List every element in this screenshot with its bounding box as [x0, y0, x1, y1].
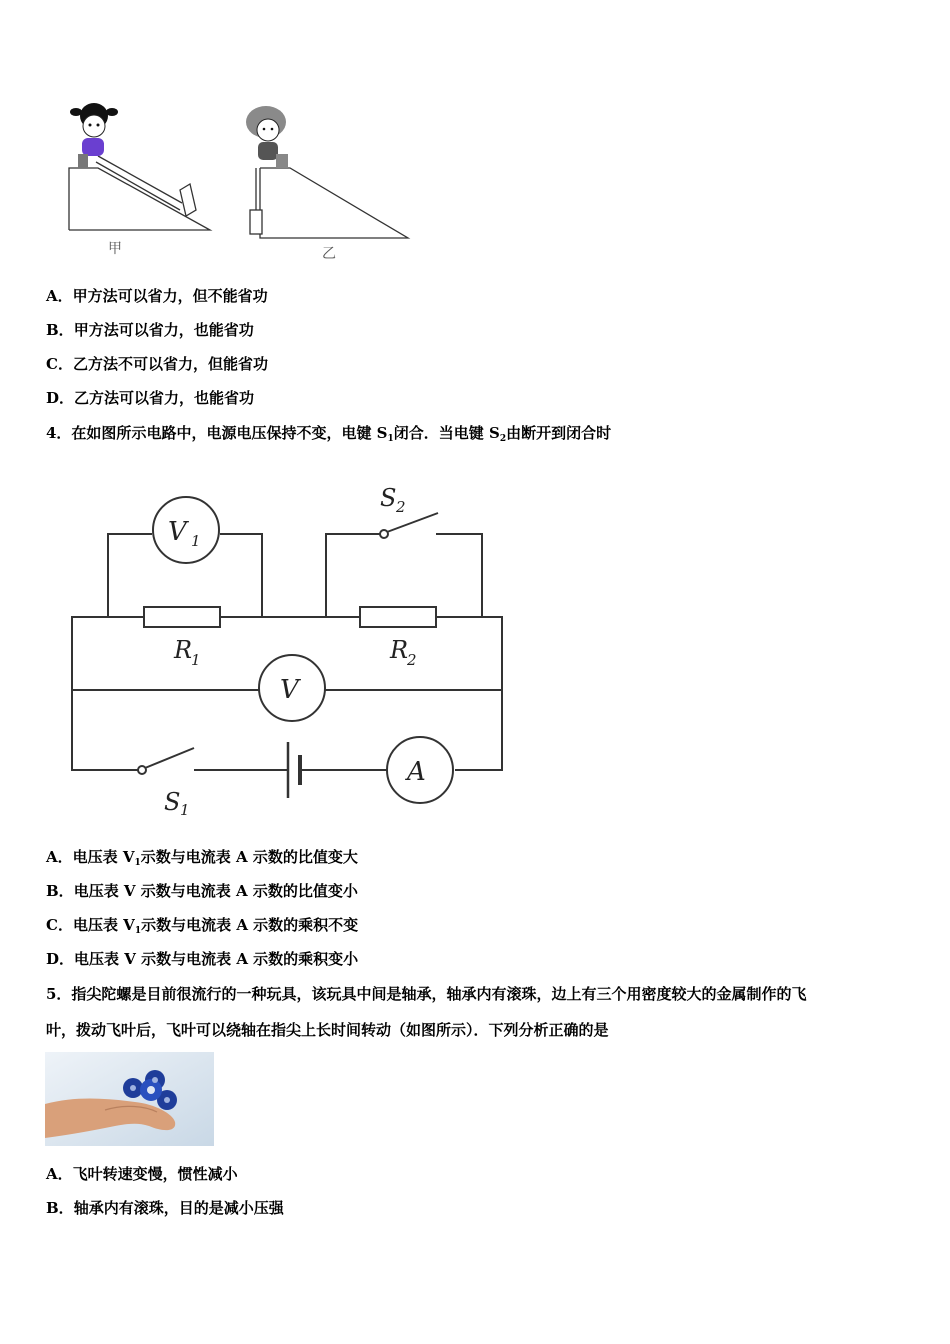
q3-option-d: [46, 388, 254, 408]
option-text: 乙方法可以省力，也能省功: [74, 389, 255, 407]
label-r2-sub: 2: [407, 651, 417, 669]
option-text: 电压表 V: [72, 848, 135, 866]
q5-stem-line1: 5．指尖陀螺是目前很流行的一种玩具，该玩具中间是轴承，轴承内有滚珠，边上有三个用密度较大的金属制作的飞: [46, 985, 807, 1003]
girl-figure: [70, 103, 118, 168]
option-letter: B．: [46, 321, 74, 339]
boy-figure: [246, 106, 288, 168]
option-letter: A．: [46, 848, 73, 866]
q4-stem-part1: 4．在如图所示电路中，电源电压保持不变，电键 S: [46, 424, 388, 442]
option-sub: 1: [134, 858, 141, 868]
wire-right2: [436, 617, 502, 770]
option-text-post: 示数与电流表 A 示数的比值变大: [140, 848, 358, 866]
wire-v1-right: [220, 534, 262, 617]
fidget-spinner-photo: [45, 1052, 214, 1146]
option-text: 电压表 V 示数与电流表 A 示数的比值变小: [73, 882, 358, 900]
circuit-diagram: [60, 470, 520, 820]
label-jia: 甲: [108, 241, 122, 257]
resistor-r1: [144, 607, 220, 627]
wire-s2-left: [326, 534, 380, 617]
label-v1: V: [168, 517, 187, 547]
wire-outer: [72, 617, 144, 770]
switch-s1-blade: [145, 748, 194, 768]
option-text: 电压表 V: [72, 916, 135, 934]
q4-option-d: [46, 949, 358, 969]
label-a: A: [407, 757, 426, 787]
option-text: 甲方法可以省力，也能省功: [73, 321, 254, 339]
option-sub: 1: [134, 926, 142, 936]
label-s2: S: [380, 484, 397, 512]
option-letter: D．: [46, 950, 75, 968]
option-text-post: 示数与电流表 A 示数的乘积不变: [141, 916, 359, 934]
q4-stem-s1-sub: 1: [387, 434, 394, 444]
q4-stem-part3: 由断开到闭合时: [506, 424, 612, 442]
option-letter: C．: [46, 355, 73, 373]
label-s2-sub: 2: [396, 498, 406, 516]
q4-stem: [46, 423, 611, 449]
resistor-r2: [360, 607, 436, 627]
incline-yi: [250, 168, 408, 238]
q4-stem-part2: 闭合．当电键 S: [393, 424, 500, 442]
q4-option-b: [46, 881, 358, 901]
option-text: 飞叶转速变慢，惯性减小: [72, 1165, 238, 1183]
option-text: 甲方法可以省力，但不能省功: [72, 287, 268, 305]
q4-stem-s2-sub: 2: [499, 434, 507, 444]
label-r1-sub: 1: [191, 651, 201, 669]
option-text: 电压表 V 示数与电流表 A 示数的乘积变小: [74, 950, 359, 968]
q4-option-a: [46, 847, 358, 873]
option-letter: D．: [46, 389, 75, 407]
label-s1-sub: 1: [180, 801, 190, 819]
wire-s2-right: [436, 534, 482, 617]
label-s1: S: [164, 788, 181, 816]
label-r2: R: [390, 636, 409, 664]
incline-figure: [60, 98, 420, 266]
label-yi: 乙: [322, 246, 336, 262]
label-v: V: [280, 675, 299, 705]
q3-option-b: [46, 320, 254, 340]
incline-jia: [69, 156, 210, 230]
option-text: 乙方法不可以省力，但能省功: [72, 355, 268, 373]
switch-s2-blade: [387, 513, 438, 532]
q5-stem-line2: 叶，拨动飞叶后，飞叶可以绕轴在指尖上长时间转动（如图所示）．下列分析正确的是: [46, 1021, 609, 1039]
label-r1: R: [174, 636, 193, 664]
option-letter: C．: [46, 916, 73, 934]
q3-option-a: [46, 286, 268, 306]
label-v1-sub: 1: [191, 532, 201, 550]
q3-option-c: [46, 354, 268, 374]
option-letter: B．: [46, 882, 74, 900]
q4-option-c: [46, 915, 358, 941]
option-letter: A．: [46, 287, 73, 305]
option-letter: B．: [46, 1199, 74, 1217]
option-letter: A．: [46, 1165, 73, 1183]
q5-option-a: [46, 1164, 238, 1184]
q5-option-b: [46, 1198, 284, 1218]
wire-v1: [108, 534, 152, 617]
option-text: 轴承内有滚珠，目的是减小压强: [73, 1199, 284, 1217]
